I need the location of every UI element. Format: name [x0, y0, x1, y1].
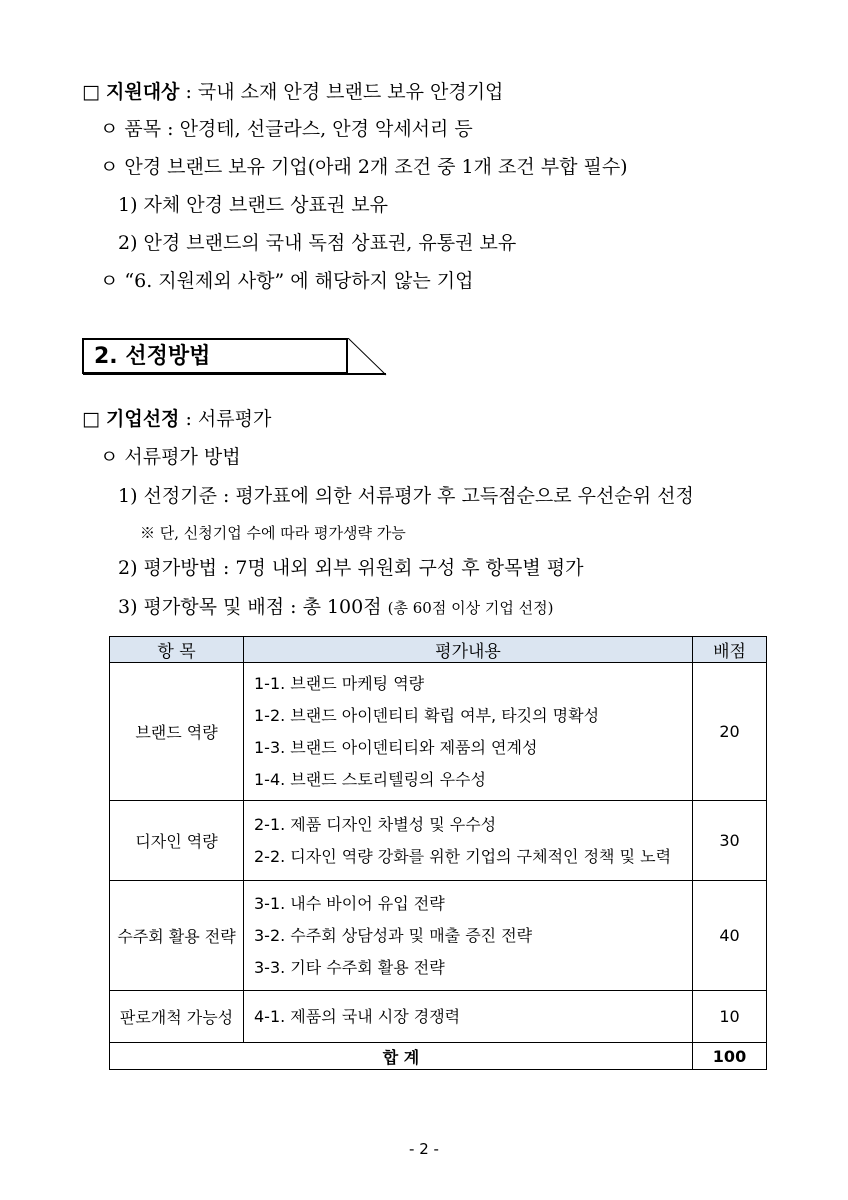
target-item-products: ㅇ 품목 : 안경테, 선글라스, 안경 악세서리 등 — [100, 118, 473, 140]
eval-item: 3-3. 기타 수주회 활용 전략 — [254, 957, 445, 977]
checkbox-bullet: □ — [82, 408, 100, 430]
score-cell: 20 — [693, 663, 767, 801]
target-item-brand: ㅇ 안경 브랜드 보유 기업(아래 2개 조건 중 1개 조건 부합 필수) — [100, 156, 628, 178]
evaluation-method: 2) 평가방법 : 7명 내외 외부 위원회 구성 후 항목별 평가 — [118, 557, 584, 579]
target-subitem-1: 1) 자체 안경 브랜드 상표권 보유 — [118, 194, 388, 216]
eval-item: 1-1. 브랜드 마케팅 역량 — [254, 673, 425, 693]
selection-heading-label: 기업선정 — [106, 408, 180, 430]
target-heading-text: : 국내 소재 안경 브랜드 보유 안경기업 — [179, 81, 504, 103]
content-cell — [244, 881, 693, 991]
table-row — [110, 881, 767, 991]
section-banner — [82, 338, 388, 376]
items-score-main: 3) 평가항목 및 배점 : 총 100점 — [118, 596, 388, 618]
score-cell: 30 — [693, 801, 767, 881]
category-cell: 디자인 역량 — [110, 801, 244, 881]
content-cell — [244, 991, 693, 1043]
total-label: 합 계 — [110, 1043, 693, 1070]
eval-item: 4-1. 제품의 국내 시장 경쟁력 — [254, 1006, 461, 1026]
eval-item: 3-1. 내수 바이어 유입 전략 — [254, 893, 445, 913]
selection-criteria: 1) 선정기준 : 평가표에 의한 서류평가 후 고득점순으로 우선순위 선정 — [118, 485, 694, 507]
content-cell — [244, 663, 693, 801]
items-score-note: (총 60점 이상 기업 선정) — [387, 599, 554, 617]
total-row — [110, 1043, 767, 1070]
header-score: 배점 — [693, 637, 767, 663]
score-cell: 10 — [693, 991, 767, 1043]
selection-heading — [82, 407, 271, 431]
eval-item: 1-4. 브랜드 스토리텔링의 우수성 — [254, 769, 486, 789]
target-subitem-2: 2) 안경 브랜드의 국내 독점 상표권, 유통권 보유 — [118, 232, 517, 254]
eval-item: 1-3. 브랜드 아이덴티티와 제품의 연계성 — [254, 737, 538, 757]
category-cell: 수주회 활용 전략 — [110, 881, 244, 991]
evaluation-items-score — [118, 595, 553, 620]
header-category: 항 목 — [110, 637, 244, 663]
evaluation-table — [109, 636, 767, 1070]
table-row — [110, 991, 767, 1043]
category-cell: 판로개척 가능성 — [110, 991, 244, 1043]
content-cell — [244, 801, 693, 881]
evaluation-method-title: ㅇ 서류평가 방법 — [100, 446, 241, 468]
page-number: - 2 - — [409, 1140, 439, 1158]
table-header-row — [110, 637, 767, 663]
target-heading-label: 지원대상 — [106, 81, 180, 103]
score-cell: 40 — [693, 881, 767, 991]
category-cell: 브랜드 역량 — [110, 663, 244, 801]
eval-item: 2-2. 디자인 역량 강화를 위한 기업의 구체적인 정책 및 노력 — [254, 846, 672, 866]
header-content: 평가내용 — [244, 637, 693, 663]
selection-heading-text: : 서류평가 — [179, 408, 272, 430]
selection-note: ※ 단, 신청기업 수에 따라 평가생략 가능 — [140, 524, 406, 542]
total-score: 100 — [693, 1043, 767, 1070]
target-item-exclusion: ㅇ “6. 지원제외 사항” 에 해당하지 않는 기업 — [100, 270, 474, 292]
table-row — [110, 801, 767, 881]
section-title: 2. 선정방법 — [94, 344, 211, 369]
eval-item: 3-2. 수주회 상담성과 및 매출 증진 전략 — [254, 925, 533, 945]
checkbox-bullet: □ — [82, 81, 100, 103]
target-heading — [82, 80, 503, 104]
eval-item: 1-2. 브랜드 아이덴티티 확립 여부, 타깃의 명확성 — [254, 705, 600, 725]
eval-item: 2-1. 제품 디자인 차별성 및 우수성 — [254, 814, 497, 834]
table-row — [110, 663, 767, 801]
